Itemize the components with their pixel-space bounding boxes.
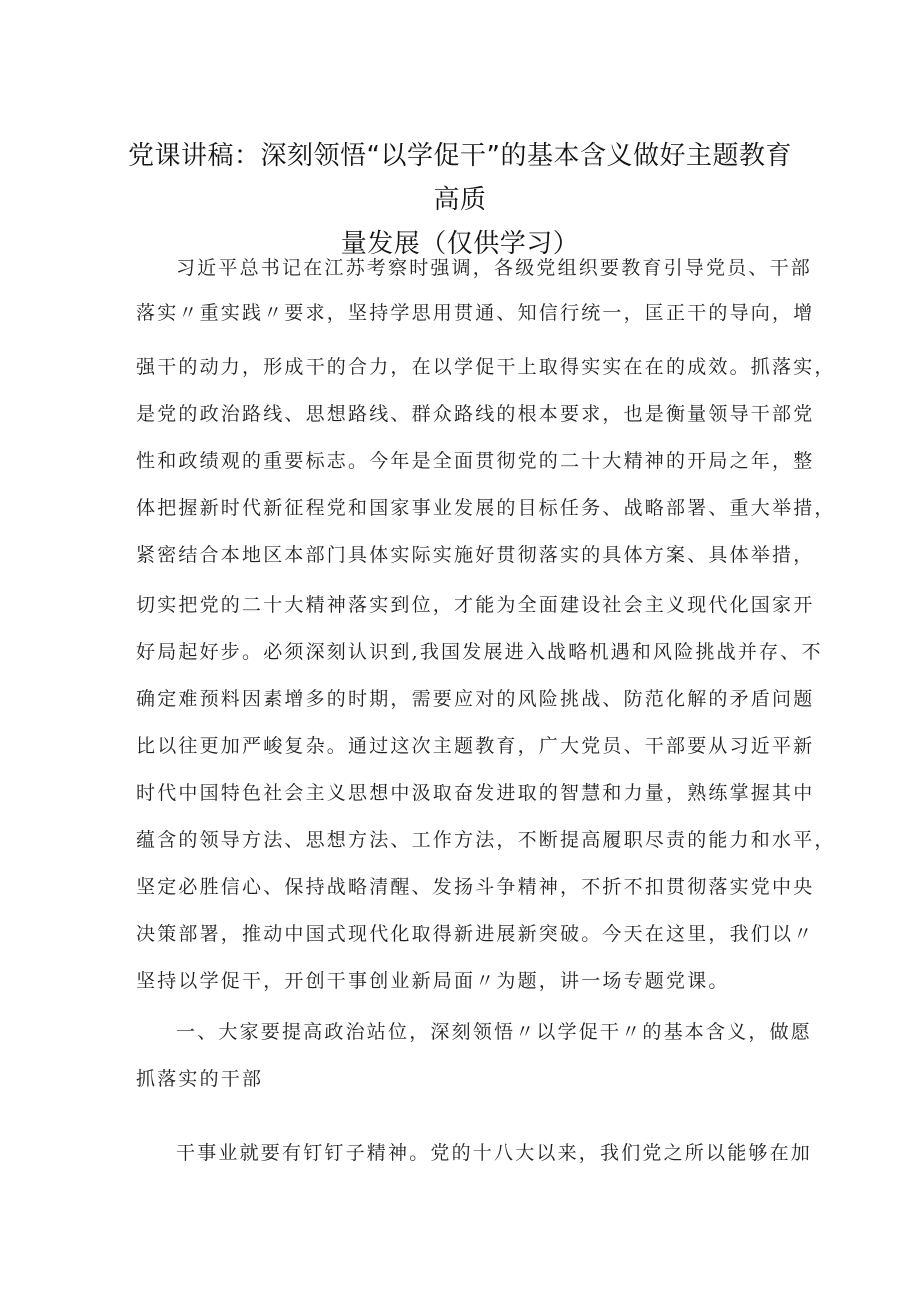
body-text-line: 紧密结合本地区本部门具体实际实施好贯彻落实的具体方案、具体举措， (136, 544, 815, 566)
body-text-line: 性和政绩观的重要标志。今年是全面贯彻党的二十大精神的开局之年，整 (136, 450, 815, 472)
body-text-line: 切实把党的二十大精神落实到位，才能为全面建设社会主义现代化国家开 (136, 594, 815, 616)
document-title (120, 134, 800, 266)
body-text-line: 坚定必胜信心、保持战略清醒、发扬斗争精神，不折不扣贯彻落实党中央 (136, 876, 815, 898)
body-text-line: 好局起好步。必须深刻认识到,我国发展进入战略机遇和风险挑战并存、不 (136, 641, 823, 663)
body-text-line: 强干的动力，形成干的合力，在以学促干上取得实实在在的成效。抓落实， (136, 356, 836, 378)
title-line-1: 党课讲稿：深刻领悟“以学促干”的基本含义做好主题教育高质 (128, 141, 792, 215)
body-text-line: 是党的政治路线、思想路线、群众路线的根本要求，也是衡量领导干部党 (136, 403, 815, 425)
body-text-line: 习近平总书记在江苏考察时强调，各级党组织要教育引导党员、干部 (176, 257, 813, 279)
body-text-line: 蕴含的领导方法、思想方法、工作方法，不断提高履职尽责的能力和水平， (136, 829, 836, 851)
body-text-line: 落实〃重实践〃要求，坚持学思用贯通、知信行统一，匡正干的导向，增 (136, 302, 815, 324)
body-text-line: 时代中国特色社会主义思想中汲取奋发进取的智慧和力量，熟练掌握其中 (136, 782, 815, 804)
section-heading-line: 一、大家要提高政治站位，深刻领悟〃以学促干〃的基本含义，做愿 (176, 1021, 813, 1043)
body-text-line: 决策部署，推动中国式现代化取得新进展新突破。今天在这里，我们以〃 (136, 923, 815, 945)
body-text-line: 坚持以学促干，开创干事创业新局面〃为题，讲一场专题党课。 (136, 970, 730, 992)
body-text-line: 体把握新时代新征程党和国家事业发展的目标任务、战略部署、重大举措， (136, 497, 836, 519)
title-line-2: 量发展（仅供学习） (340, 229, 580, 259)
section-heading-line: 抓落实的干部 (136, 1068, 264, 1090)
body-text-line: 比以往更加严峻复杂。通过这次主题教育，广大党员、干部要从习近平新 (136, 735, 815, 757)
body-text-line: 确定难预料因素增多的时期，需要应对的风险挑战、防范化解的矛盾问题 (136, 688, 815, 710)
body-text-line: 干事业就要有钉钉子精神。党的十八大以来，我们党之所以能够在加 (176, 1142, 813, 1164)
